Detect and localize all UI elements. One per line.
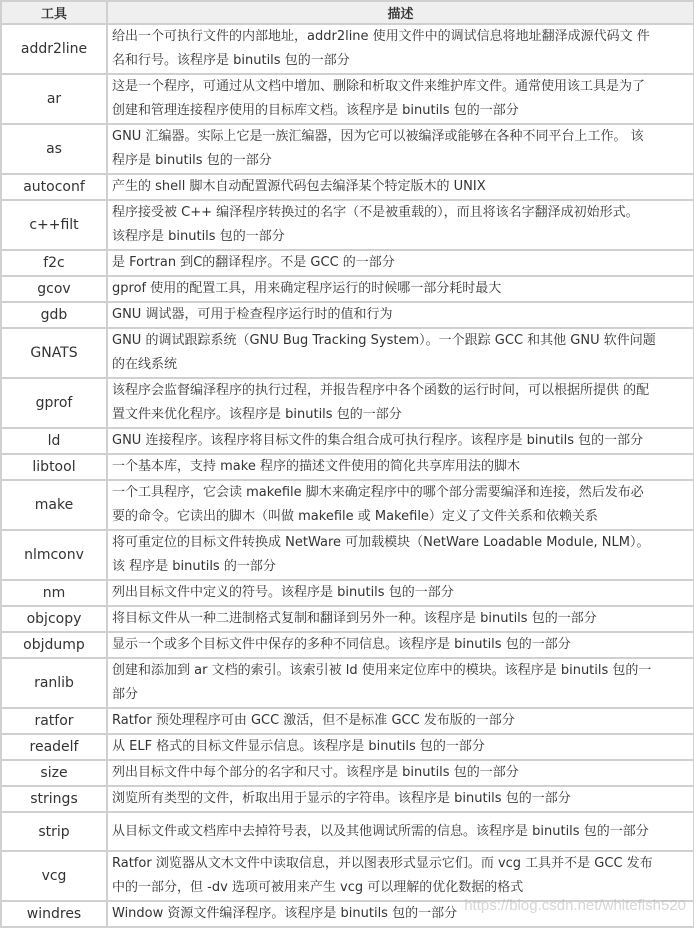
tool-name: gprof [1, 378, 107, 428]
tool-description [107, 658, 694, 708]
table-row [1, 632, 694, 658]
table-row [1, 901, 694, 927]
tool-description [107, 734, 694, 760]
table-row [1, 734, 694, 760]
description-line: 程序接受被 C++ 编泽程序转换过的名字（不是被重载的），而且将该名字翻泽成初始形式。 [112, 205, 639, 220]
tool-description [107, 276, 694, 302]
description-line: 是 Fortran 到C的翻译程序。不是 GCC 的一部分 [112, 255, 395, 270]
table-row [1, 200, 694, 250]
table-row [1, 606, 694, 632]
description-line: Window 资源文件编泽程序。该程序是 binutils 包的一部分 [112, 906, 458, 921]
tool-name: c++filt [1, 200, 107, 250]
table-row [1, 124, 694, 174]
tool-description [107, 250, 694, 276]
table-row [1, 174, 694, 200]
tool-name: ratfor [1, 708, 107, 734]
description-line: 要的命令。它读出的脚木（叫做 makefile 或 Makefile）定义了文件关系和依赖关系 [112, 509, 598, 524]
description-line: 产生的 shell 脚木自动配置源代码包去编泽某个特定版木的 UNIX [112, 179, 486, 194]
description-line: GNU 的调试跟踪系统（GNU Bug Tracking System）。一个跟踪 GCC 和其他 GNU 软件问题 [112, 333, 656, 348]
description-line: GNU 汇编器。实际上它是一族汇编器，因为它可以被编泽或能够在各种不同平台上工作。 该 [112, 129, 644, 144]
tool-name: gdb [1, 302, 107, 328]
tool-description [107, 302, 694, 328]
tool-description [107, 174, 694, 200]
tool-description [107, 851, 694, 901]
table-body [1, 24, 694, 927]
tool-name: autoconf [1, 174, 107, 200]
description-line: 一个工具程序，它会读 makefile 脚木来确定程序中的哪个部分需要编泽和连接，然后发布必 [112, 485, 644, 500]
description-line: 的在线系统 [112, 357, 178, 372]
tool-name: GNATS [1, 328, 107, 378]
description-line: Ratfor 浏览器从文木文件中读取信息，并以图表形式显示它们。而 vcg 工具并不是 GCC 发布 [112, 856, 653, 871]
table-row [1, 580, 694, 606]
tool-name: size [1, 760, 107, 786]
tool-name: objcopy [1, 606, 107, 632]
table-row [1, 302, 694, 328]
tool-name: nlmconv [1, 530, 107, 580]
description-line: 中的一部分，但 -dv 选项可被用来产生 vcg 可以理解的优化数据的格式 [112, 880, 524, 895]
tool-description [107, 480, 694, 530]
table-row [1, 454, 694, 480]
table-row [1, 786, 694, 812]
table-row [1, 378, 694, 428]
tool-name: make [1, 480, 107, 530]
table-row [1, 480, 694, 530]
description-line: 一个基本库，支持 make 程序的描述文件使用的简化共享库用法的脚木 [112, 459, 520, 474]
description-line: 该程序会监督编泽程序的执行过程，并报告程序中各个函数的运行时间，可以根据所提供 的配 [112, 383, 650, 398]
description-line: 置文件来优化程序。该程序是 binutils 包的一部分 [112, 407, 402, 422]
description-line: 这是一个程序，可通过从文档中增加、删除和析取文件来维护库文件。通常使用该工具是为了 [112, 79, 646, 94]
table-header-row [1, 1, 694, 24]
description-line: 从 ELF 格式的目标文件显示信息。该程序是 binutils 包的一部分 [112, 739, 485, 754]
tool-description [107, 786, 694, 812]
description-line: 从目标文件或文档库中去掉符号表，以及其他调试所需的信息。该程序是 binutils 包的一部分 [112, 823, 649, 839]
header-description: 描述 [107, 1, 694, 24]
description-line: 将可重定位的目标文件转换成 NetWare 可加载模块（NetWare Loadable Module, NLM）。 [112, 535, 650, 550]
tool-description [107, 530, 694, 580]
tool-name: f2c [1, 250, 107, 276]
description-line: 创建和添加到 ar 文档的索引。该索引被 ld 使用来定位库中的模块。该程序是 binutils 包的一 [112, 663, 652, 678]
description-line: 显示一个或多个目标文件中保存的多种不同信息。该程序是 binutils 包的一部分 [112, 637, 571, 652]
table-row [1, 74, 694, 124]
tool-name: addr2line [1, 24, 107, 74]
tool-description [107, 74, 694, 124]
table-row [1, 276, 694, 302]
tool-description [107, 328, 694, 378]
tool-name: strings [1, 786, 107, 812]
description-line: 列出目标文件中每个部分的名字和尺寸。该程序是 binutils 包的一部分 [112, 765, 519, 780]
tool-name: ld [1, 428, 107, 454]
table-row [1, 708, 694, 734]
tool-description [107, 428, 694, 454]
table-row [1, 760, 694, 786]
table-row [1, 428, 694, 454]
tool-name: gcov [1, 276, 107, 302]
table-row [1, 530, 694, 580]
description-line: 部分 [112, 687, 139, 702]
tool-description [107, 760, 694, 786]
tool-description [107, 606, 694, 632]
description-line: gprof 使用的配置工具，用来确定程序运行的时候哪一部分耗时最大 [112, 281, 502, 296]
tool-description [107, 454, 694, 480]
tool-description [107, 632, 694, 658]
tool-name: ranlib [1, 658, 107, 708]
description-line: 列出目标文件中定义的符号。该程序是 binutils 包的一部分 [112, 585, 454, 600]
description-line: 该程序是 binutils 包的一部分 [112, 229, 285, 244]
tool-name: nm [1, 580, 107, 606]
description-line: GNU 连接程序。该程序将目标文件的集合组合成可执行程序。该程序是 binutils 包的一部分 [112, 433, 644, 448]
table-row [1, 250, 694, 276]
tool-description [107, 24, 694, 74]
description-line: GNU 调试器，可用于检查程序运行时的值和行为 [112, 307, 393, 322]
table-row [1, 328, 694, 378]
description-line: 浏览所有类型的文件，析取出用于显示的字符串。该程序是 binutils 包的一部分 [112, 791, 571, 806]
description-line: 创建和管理连接程序使用的目标库文档。该程序是 binutils 包的一部分 [112, 103, 519, 118]
tool-description [107, 812, 694, 851]
description-line: 该 程序是 binutils 的一部分 [112, 559, 276, 574]
tool-description [107, 580, 694, 606]
table-row [1, 658, 694, 708]
description-line: 名和行号。该程序是 binutils 包的一部分 [112, 53, 350, 68]
tool-name: windres [1, 901, 107, 927]
table-row [1, 851, 694, 901]
description-line: 给出一个可执行文件的内部地址，addr2line 使用文件中的调试信息将地址翻泽成源代码文 件 [112, 29, 650, 44]
description-line: 程序是 binutils 包的一部分 [112, 153, 272, 168]
tool-description [107, 378, 694, 428]
tool-description [107, 124, 694, 174]
tool-name: vcg [1, 851, 107, 901]
table-row [1, 24, 694, 74]
tool-description [107, 708, 694, 734]
tool-name: as [1, 124, 107, 174]
tool-description [107, 200, 694, 250]
tool-name: ar [1, 74, 107, 124]
tool-name: objdump [1, 632, 107, 658]
tool-description [107, 901, 694, 927]
tool-name: strip [1, 812, 107, 851]
table-row [1, 812, 694, 851]
description-line: Ratfor 预处理程序可由 GCC 激活，但不是标准 GCC 发布版的一部分 [112, 713, 515, 728]
watermark: https://blog.csdn.net/whitefish520 [464, 897, 686, 914]
tool-name: readelf [1, 734, 107, 760]
header-tool: 工具 [1, 1, 107, 24]
tool-name: libtool [1, 454, 107, 480]
description-line: 将目标文件从一种二进制格式复制和翻译到另外一种。该程序是 binutils 包的一部分 [112, 611, 597, 626]
